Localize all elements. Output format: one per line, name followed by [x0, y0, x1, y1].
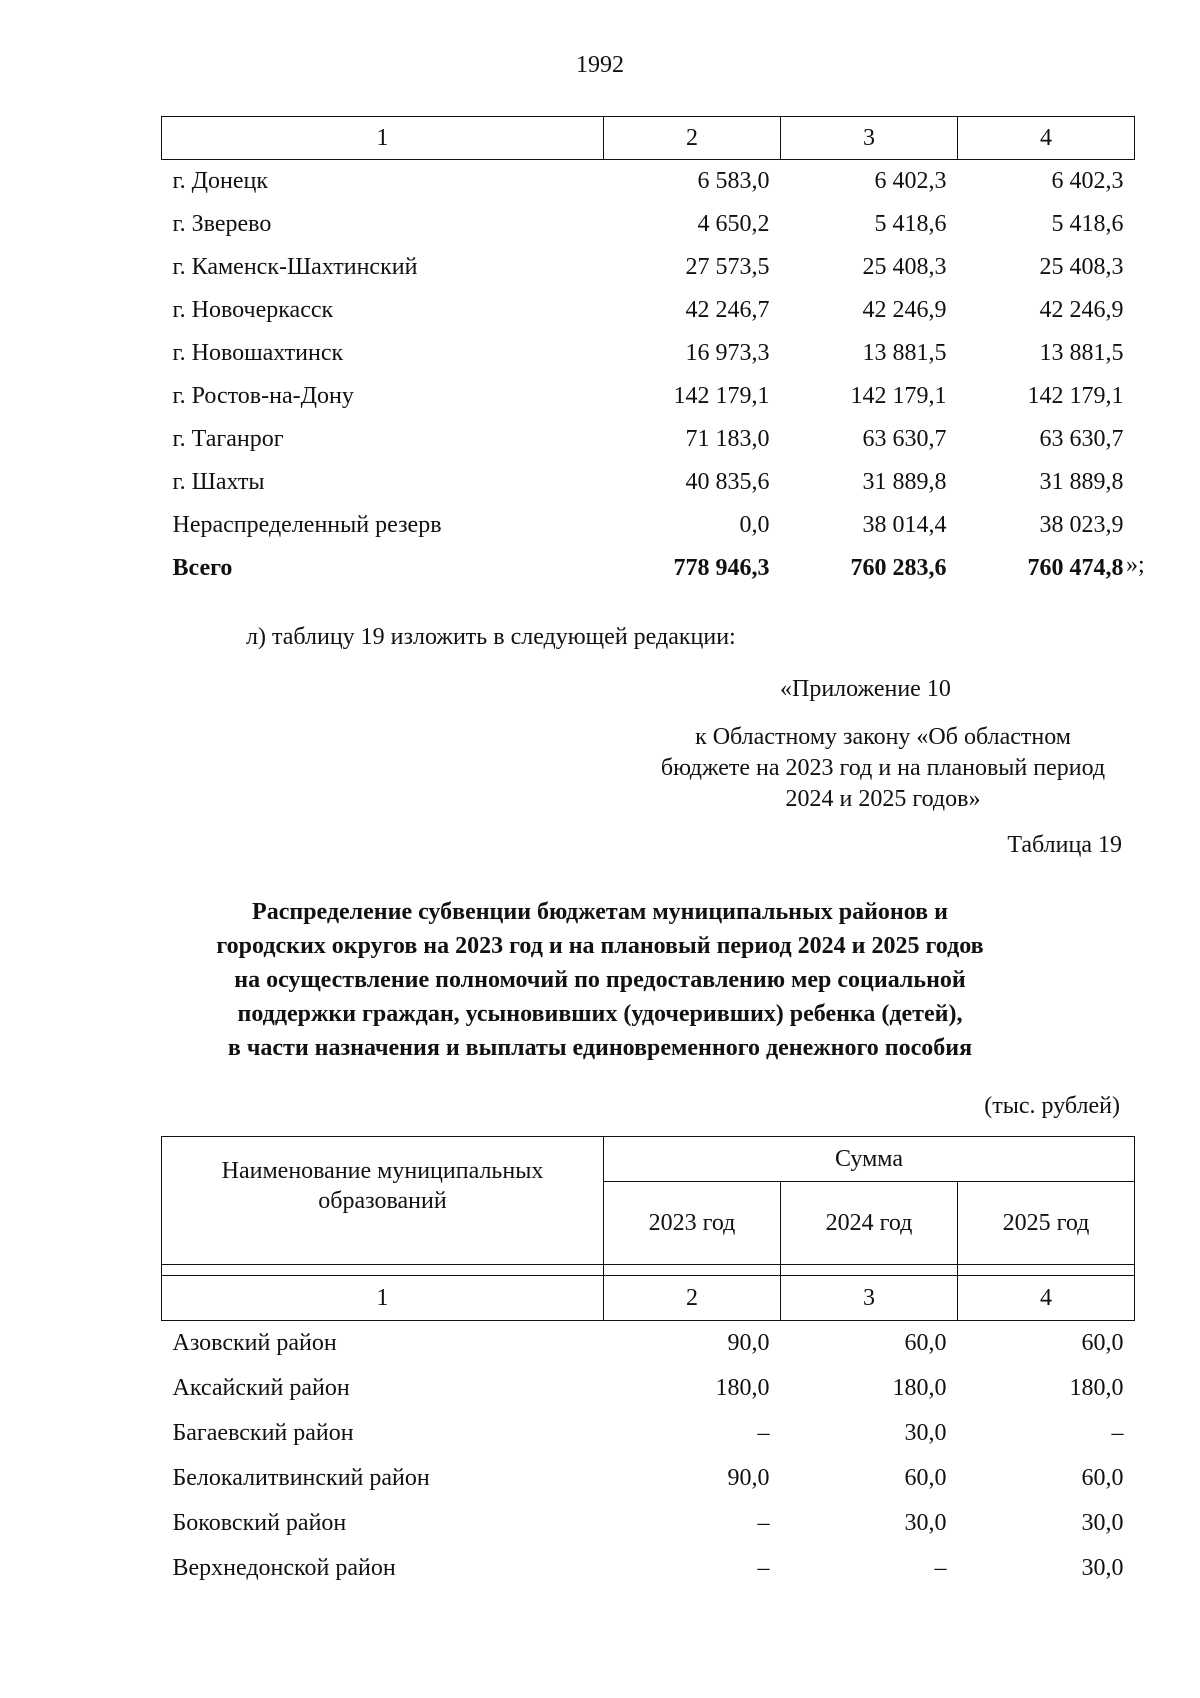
- table-row: [162, 461, 1135, 504]
- table-title: [150, 895, 1050, 1065]
- sum-column-header: Сумма: [604, 1137, 1135, 1182]
- value-2024: 42 246,9: [862, 297, 947, 323]
- column-number: 4: [958, 117, 1135, 160]
- table-row: [162, 418, 1135, 461]
- row-name: Азовский район: [172, 1330, 337, 1356]
- value-2025: 38 023,9: [1039, 512, 1124, 538]
- page-number: 1992: [576, 52, 624, 78]
- value-2025: 5 418,6: [1051, 211, 1124, 237]
- table-row: [162, 1456, 1135, 1501]
- column-number-row: [162, 1276, 1135, 1321]
- row-name: г. Зверево: [172, 211, 272, 237]
- row-name: г. Новошахтинск: [172, 340, 344, 366]
- value-2024: 31 889,8: [862, 469, 947, 495]
- header-row: [162, 1137, 1135, 1182]
- title-line: городских округов на 2023 год и на плановый период 2024 и 2025 годов: [216, 933, 984, 959]
- name-column-header: Наименование муниципальных образований: [162, 1137, 604, 1265]
- value-2024: 25 408,3: [862, 254, 947, 280]
- row-name: Багаевский район: [172, 1420, 354, 1446]
- row-name: Верхнедонской район: [172, 1555, 396, 1581]
- table-row: [162, 332, 1135, 375]
- value-2024: 60,0: [904, 1465, 947, 1491]
- row-name: г. Новочеркасск: [172, 297, 334, 323]
- value-2025: 60,0: [1081, 1465, 1124, 1491]
- value-2023: 0,0: [739, 512, 770, 538]
- row-name: г. Донецк: [172, 168, 269, 194]
- value-2023: 16 973,3: [685, 340, 770, 366]
- table-row: [162, 1411, 1135, 1456]
- value-2023: –: [757, 1555, 770, 1581]
- value-2023: 90,0: [727, 1465, 770, 1491]
- year-header: 2024 год: [781, 1182, 958, 1265]
- value-2025: 6 402,3: [1051, 168, 1124, 194]
- value-2025: 180,0: [1069, 1375, 1124, 1401]
- row-name: Нераспределенный резерв: [172, 512, 442, 538]
- table-row: [162, 160, 1135, 204]
- title-line: в части назначения и выплаты единовременного денежного пособия: [227, 1035, 973, 1061]
- header-gap: [162, 1265, 1135, 1276]
- subvention-table-continued: [161, 116, 1135, 590]
- table-row: [162, 375, 1135, 418]
- column-number: 1: [162, 117, 604, 160]
- table-row: [162, 203, 1135, 246]
- closing-quote: »;: [1126, 552, 1145, 578]
- value-2023: –: [757, 1510, 770, 1536]
- column-number: 3: [781, 117, 958, 160]
- year-header: 2023 год: [604, 1182, 781, 1265]
- value-2023: 27 573,5: [685, 254, 770, 280]
- value-2023: 40 835,6: [685, 469, 770, 495]
- appendix-law-reference: к Областному закону «Об областном бюджете на 2023 год и на плановый период 2024 и 2025 годов»: [660, 724, 1106, 812]
- value-2024: 63 630,7: [862, 426, 947, 452]
- table-row: [162, 289, 1135, 332]
- value-2025: 25 408,3: [1039, 254, 1124, 280]
- value-2024: –: [934, 1555, 947, 1581]
- column-number: 1: [162, 1276, 604, 1321]
- value-2023: 180,0: [715, 1375, 770, 1401]
- value-2025: 142 179,1: [1027, 383, 1124, 409]
- value-2023: 71 183,0: [685, 426, 770, 452]
- value-2024: 6 402,3: [874, 168, 947, 194]
- row-name: г. Ростов-на-Дону: [172, 383, 354, 409]
- table-row: [162, 504, 1135, 547]
- value-2025: 30,0: [1081, 1555, 1124, 1581]
- row-name: Боковский район: [172, 1510, 347, 1536]
- value-2024: 38 014,4: [862, 512, 947, 538]
- value-2025: 42 246,9: [1039, 297, 1124, 323]
- value-2024: 13 881,5: [862, 340, 947, 366]
- value-2023: 142 179,1: [673, 383, 770, 409]
- row-name: г. Каменск-Шахтинский: [172, 254, 418, 280]
- value-2025: 31 889,8: [1039, 469, 1124, 495]
- value-2024: 5 418,6: [874, 211, 947, 237]
- table-row: [162, 1546, 1135, 1591]
- value-2024: 180,0: [892, 1375, 947, 1401]
- value-2025: 13 881,5: [1039, 340, 1124, 366]
- total-2023: 778 946,3: [673, 555, 770, 581]
- table-label: Таблица 19: [1007, 832, 1122, 858]
- title-line: на осуществление полномочий по предоставлению мер социальной: [234, 967, 966, 993]
- value-2025: 63 630,7: [1039, 426, 1124, 452]
- column-number: 4: [958, 1276, 1135, 1321]
- amendment-paragraph: л) таблицу 19 изложить в следующей редакции:: [246, 624, 736, 650]
- value-2024: 30,0: [904, 1420, 947, 1446]
- row-name: Белокалитвинский район: [172, 1465, 430, 1491]
- value-2024: 142 179,1: [850, 383, 947, 409]
- units-label: (тыс. рублей): [984, 1093, 1120, 1119]
- value-2023: 6 583,0: [697, 168, 770, 194]
- total-2024: 760 283,6: [850, 555, 947, 581]
- column-number-row: [162, 117, 1135, 160]
- year-header: 2025 год: [958, 1182, 1135, 1265]
- value-2025: 30,0: [1081, 1510, 1124, 1536]
- row-name: г. Шахты: [172, 469, 265, 495]
- total-2025: 760 474,8: [1027, 555, 1124, 581]
- row-name: Аксайский район: [172, 1375, 350, 1401]
- subvention-table-19: [161, 1136, 1135, 1591]
- table-row: [162, 1366, 1135, 1411]
- value-2025: –: [1111, 1420, 1124, 1446]
- value-2024: 60,0: [904, 1330, 947, 1356]
- total-label: Всего: [172, 555, 233, 581]
- value-2023: 42 246,7: [685, 297, 770, 323]
- value-2023: –: [757, 1420, 770, 1446]
- column-number: 2: [604, 1276, 781, 1321]
- value-2023: 90,0: [727, 1330, 770, 1356]
- value-2023: 4 650,2: [697, 211, 770, 237]
- title-line: поддержки граждан, усыновивших (удочеривших) ребенка (детей),: [237, 1001, 963, 1027]
- column-number: 2: [604, 117, 781, 160]
- value-2024: 30,0: [904, 1510, 947, 1536]
- value-2025: 60,0: [1081, 1330, 1124, 1356]
- table-row: [162, 1501, 1135, 1546]
- table-row: [162, 1321, 1135, 1367]
- appendix-heading: «Приложение 10: [780, 676, 951, 702]
- column-number: 3: [781, 1276, 958, 1321]
- title-line: Распределение субвенции бюджетам муниципальных районов и: [252, 899, 948, 925]
- table-row: [162, 246, 1135, 289]
- row-name: г. Таганрог: [172, 426, 284, 452]
- total-row: [162, 547, 1135, 590]
